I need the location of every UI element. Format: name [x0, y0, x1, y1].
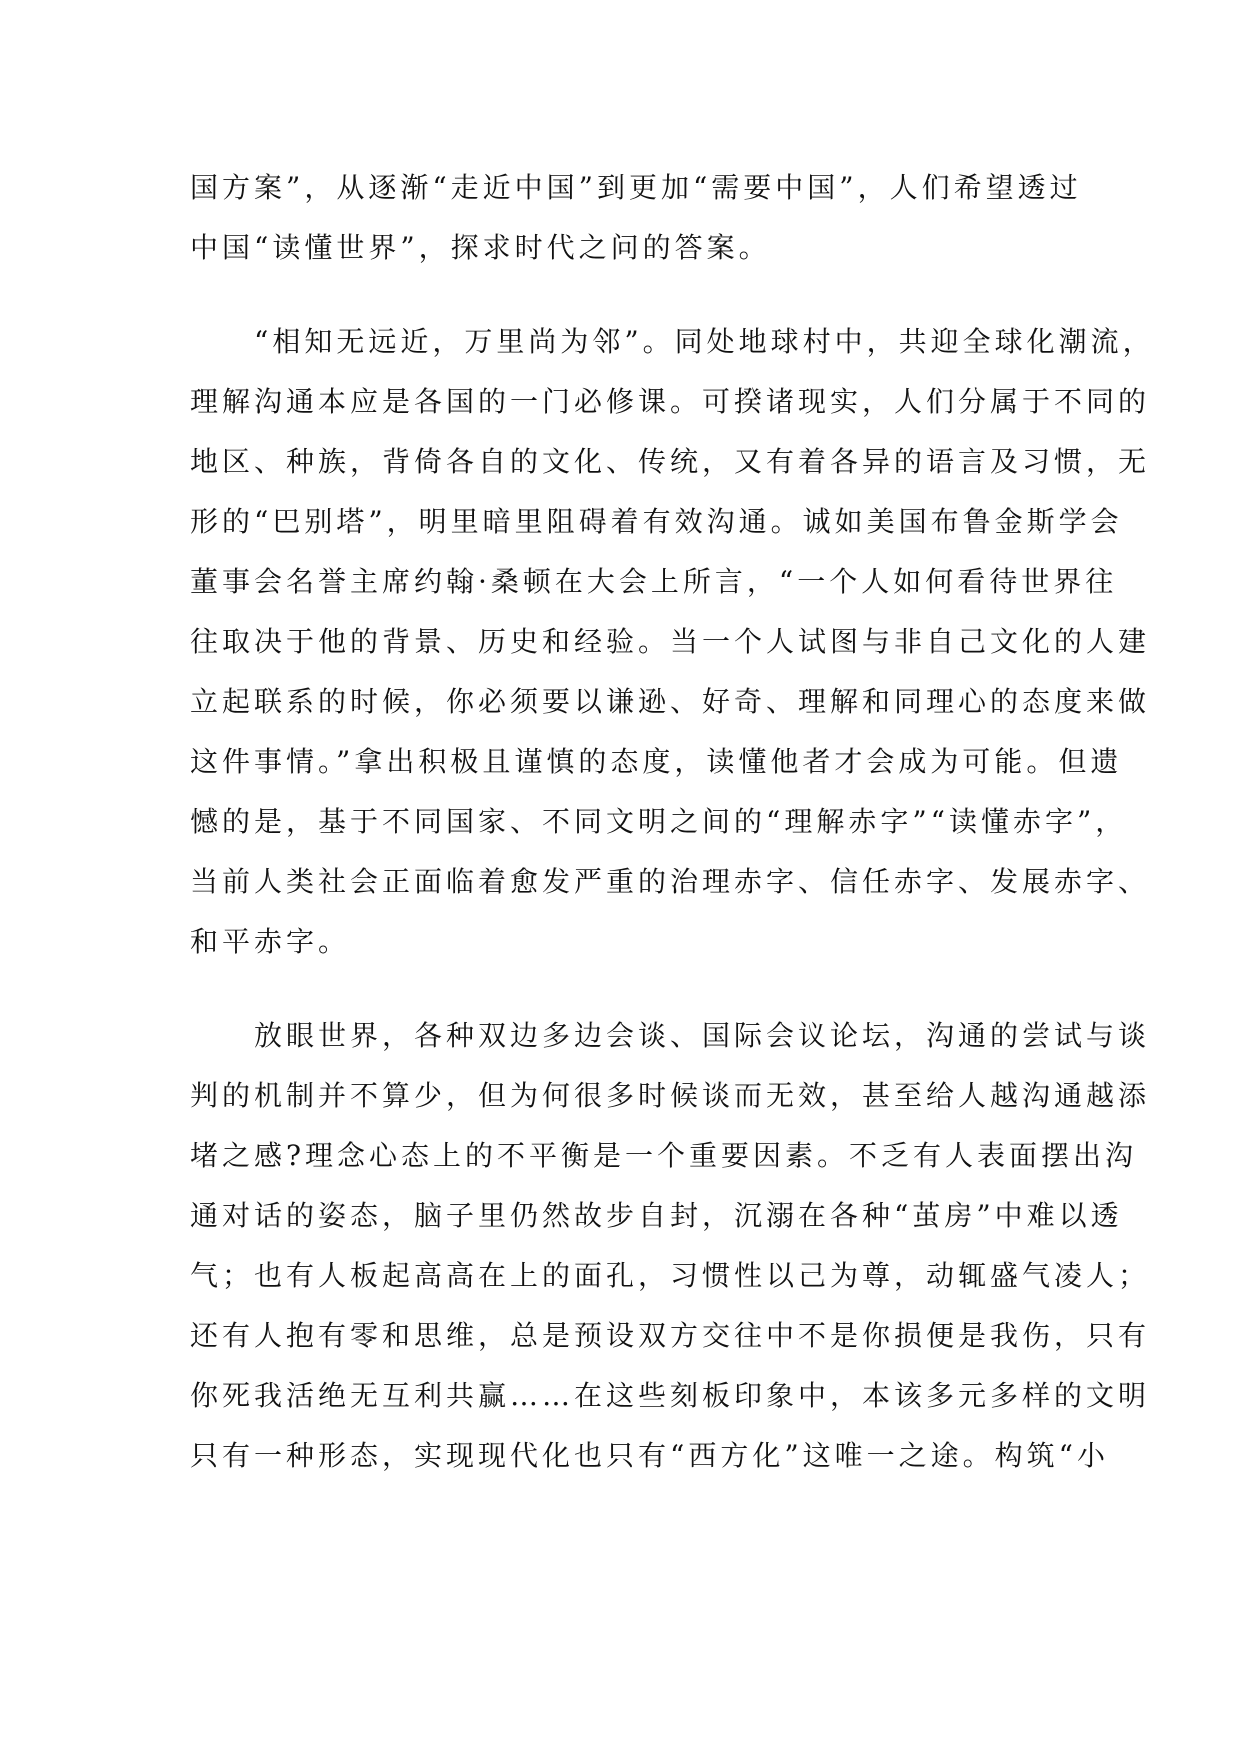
paragraph-3 — [190, 1006, 1151, 1486]
text-line: 堵之感?理念心态上的不平衡是一个重要因素。不乏有人表面摆出沟 — [190, 1139, 1138, 1172]
text-line: 立起联系的时候，你必须要以谦逊、好奇、理解和同理心的态度来做 — [190, 685, 1151, 718]
paragraph-1 — [190, 158, 1082, 278]
text-line: 理解沟通本应是各国的一门必修课。可揆诸现实，人们分属于不同的 — [190, 385, 1151, 418]
text-line: 憾的是，基于不同国家、不同文明之间的“理解赤字”“读懂赤字”， — [190, 805, 1128, 838]
text-line: 只有一种形态，实现现代化也只有“西方化”这唯一之途。构筑“小 — [190, 1439, 1109, 1472]
text-line: 放眼世界，各种双边多边会谈、国际会议论坛，沟通的尝试与谈 — [190, 1019, 1151, 1052]
document-body — [190, 158, 1155, 1486]
text-line: 判的机制并不算少，但为何很多时候谈而无效，甚至给人越沟通越添 — [190, 1079, 1151, 1112]
text-line: 往取决于他的背景、历史和经验。当一个人试图与非自己文化的人建 — [190, 625, 1151, 658]
text-line: 你死我活绝无互利共赢……在这些刻板印象中，本该多元多样的文明 — [190, 1379, 1151, 1412]
paragraph-2 — [190, 312, 1155, 972]
text-line: “相知无远近，万里尚为邻”。同处地球村中，共迎全球化潮流， — [190, 325, 1155, 358]
text-line: 当前人类社会正面临着愈发严重的治理赤字、信任赤字、发展赤字、 — [190, 865, 1151, 898]
text-line: 这件事情。”拿出积极且谨慎的态度，读懂他者才会成为可能。但遗 — [190, 745, 1123, 778]
text-line: 通对话的姿态，脑子里仍然故步自封，沉溺在各种“茧房”中难以透 — [190, 1199, 1123, 1232]
text-line: 还有人抱有零和思维，总是预设双方交往中不是你损便是我伤，只有 — [190, 1319, 1151, 1352]
text-line: 国方案”，从逐渐“走近中国”到更加“需要中国”，人们希望透过 — [190, 171, 1082, 204]
text-line: 和平赤字。 — [190, 925, 351, 958]
text-line: 气；也有人板起高高在上的面孔，习惯性以己为尊，动辄盛气凌人； — [190, 1259, 1151, 1292]
text-line: 董事会名誉主席约翰·桑顿在大会上所言，“一个人如何看待世界往 — [190, 565, 1118, 598]
text-line: 中国“读懂世界”，探求时代之问的答案。 — [190, 231, 771, 264]
text-line: 地区、种族，背倚各自的文化、传统，又有着各异的语言及习惯，无 — [190, 445, 1151, 478]
text-line: 形的“巴别塔”，明里暗里阻碍着有效沟通。诚如美国布鲁金斯学会 — [190, 505, 1123, 538]
